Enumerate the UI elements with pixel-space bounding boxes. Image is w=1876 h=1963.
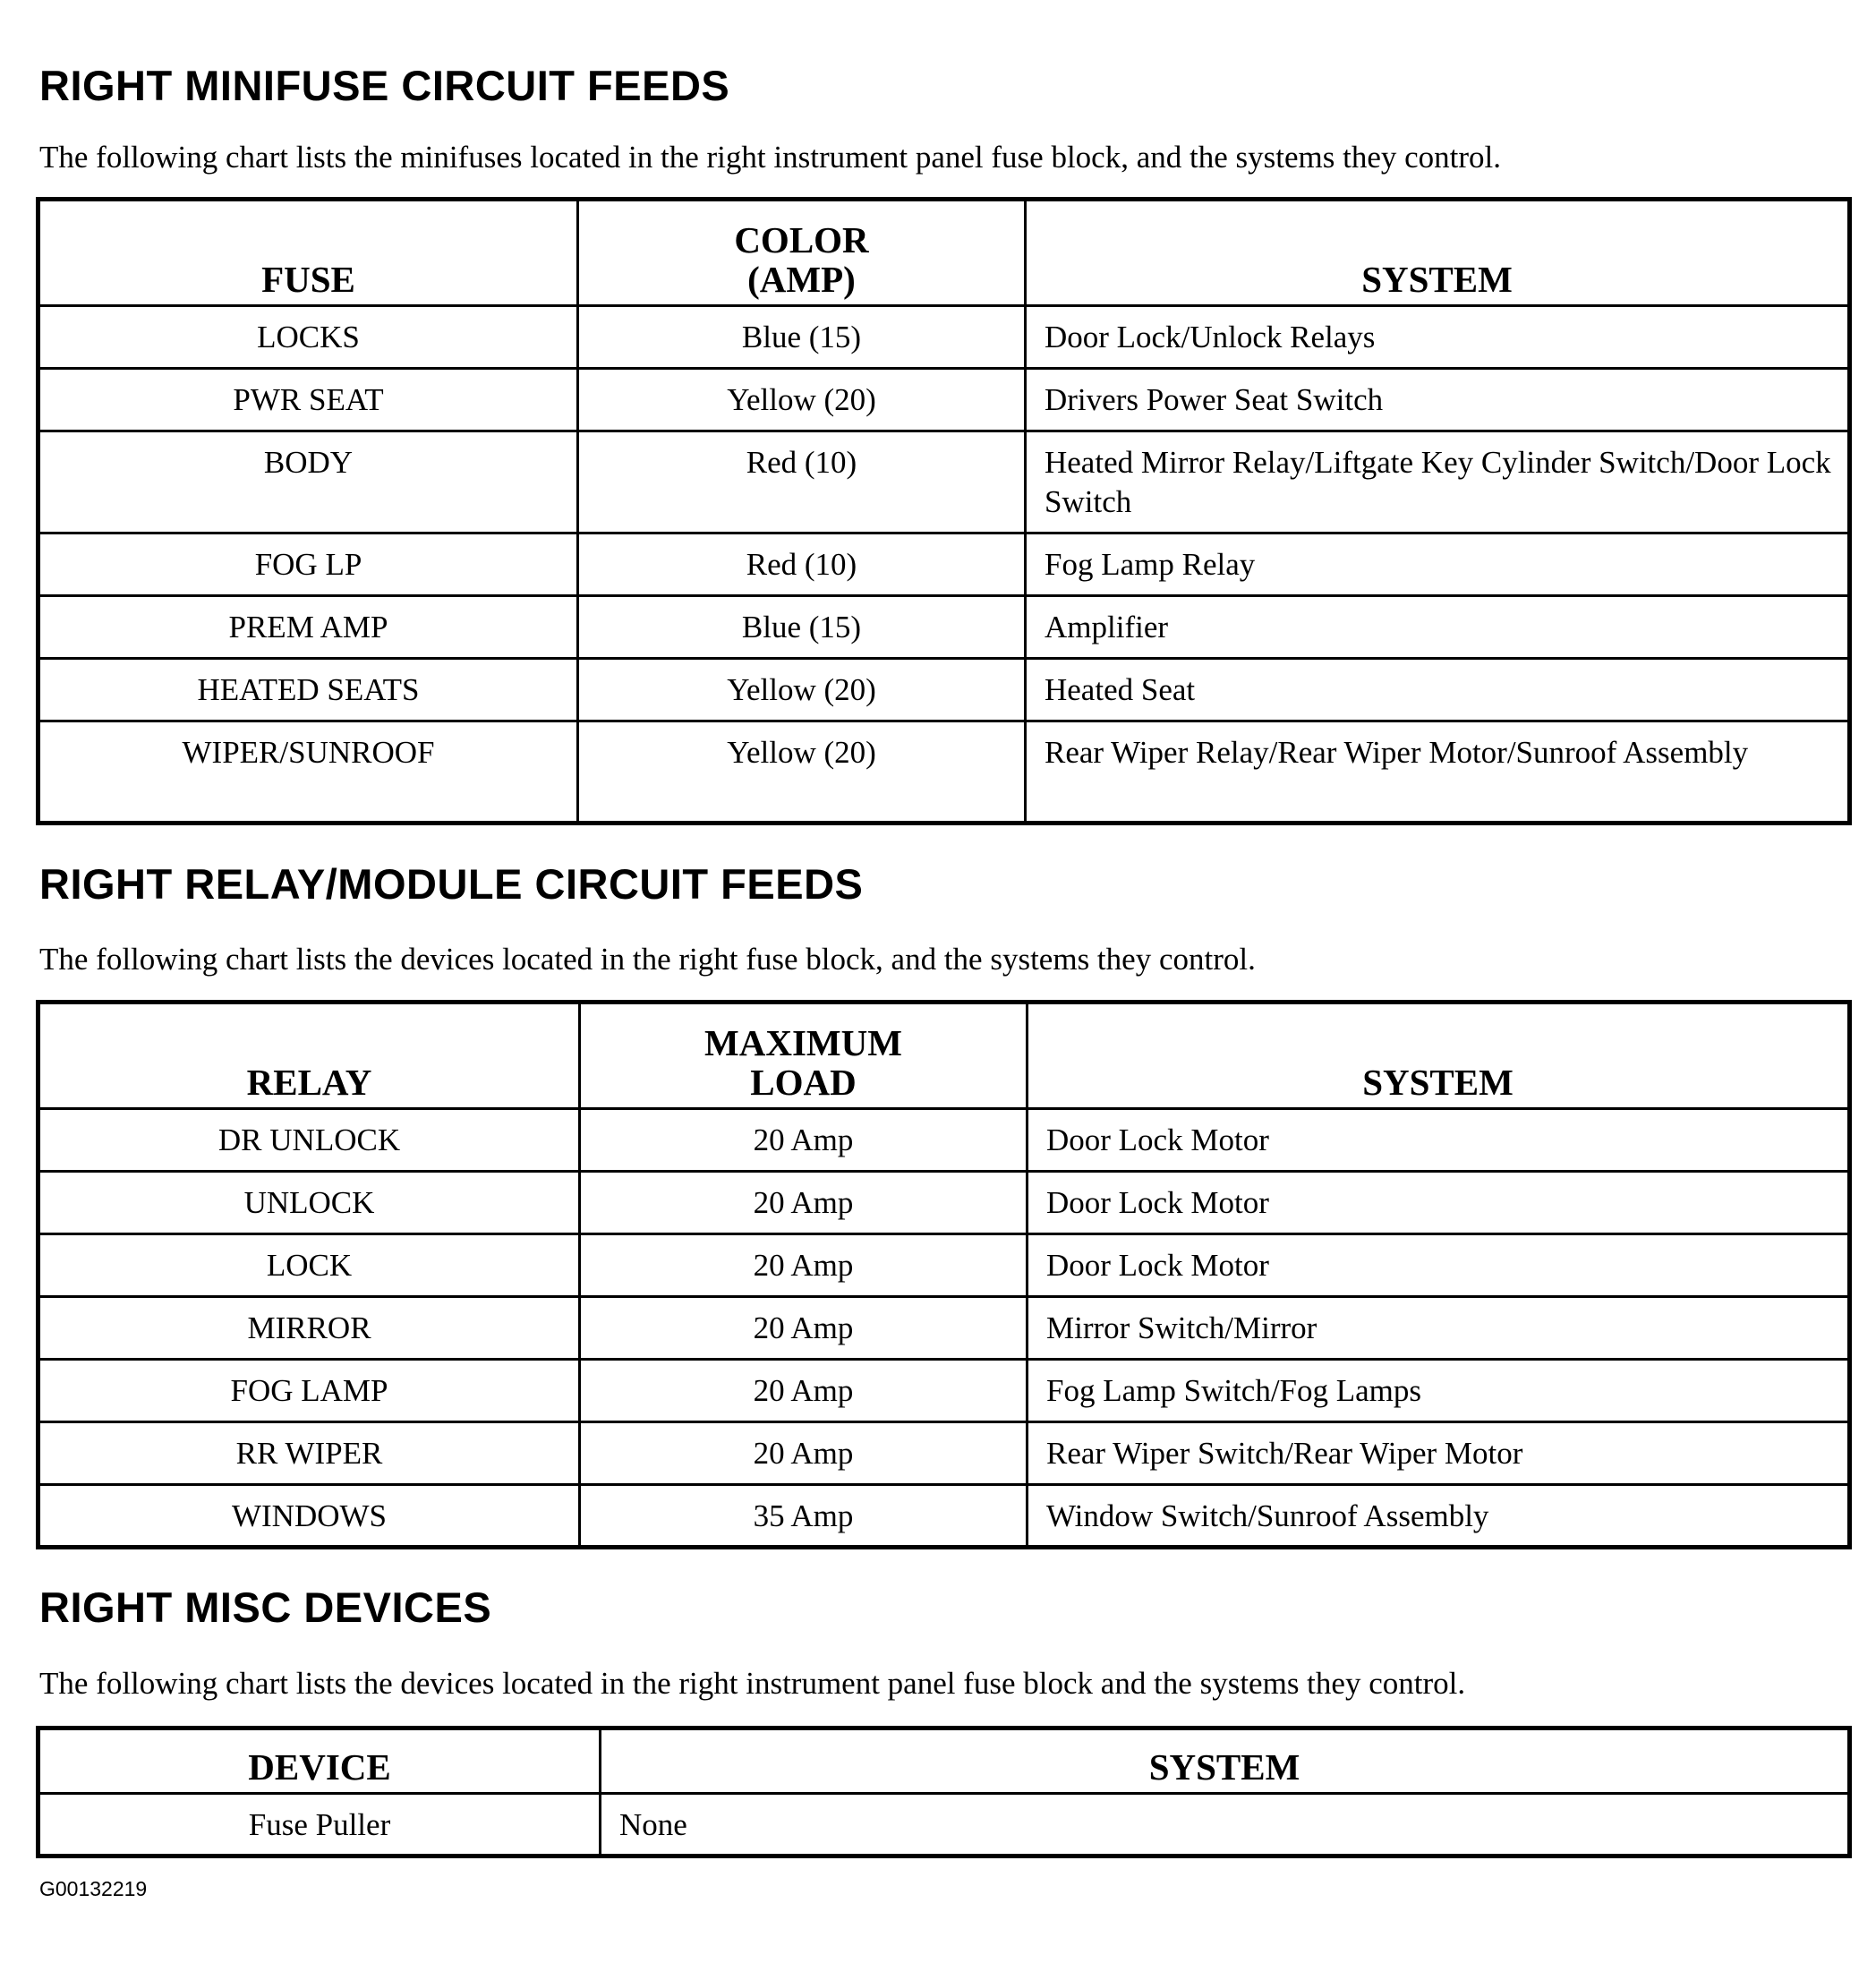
system-cell: None — [601, 1794, 1850, 1856]
relay-cell: WINDOWS — [38, 1485, 580, 1548]
system-cell: Door Lock/Unlock Relays — [1026, 306, 1850, 369]
table-row — [38, 596, 1850, 659]
relay-section-intro: The following chart lists the devices located in the right fuse block, and the systems they control. — [39, 942, 1256, 977]
table-row — [38, 1297, 1850, 1360]
table-row — [38, 1794, 1850, 1856]
fuse-cell: LOCKS — [38, 306, 578, 369]
color-amp-cell: Blue (15) — [578, 306, 1026, 369]
fuse-cell: FOG LP — [38, 533, 578, 596]
max-load-cell: 35 Amp — [580, 1485, 1028, 1548]
system-cell: Fog Lamp Switch/Fog Lamps — [1028, 1360, 1850, 1422]
relay-cell: FOG LAMP — [38, 1360, 580, 1422]
system-cell: Amplifier — [1026, 596, 1850, 659]
table-row — [38, 1172, 1850, 1234]
table-header-row — [38, 200, 1850, 306]
table-row — [38, 721, 1850, 824]
figure-id: G00132219 — [39, 1877, 148, 1900]
column-header-maximum-load: MAXIMUM LOAD — [580, 1003, 1028, 1109]
fuse-cell: WIPER/SUNROOF — [38, 721, 578, 824]
column-header-device: DEVICE — [38, 1728, 601, 1794]
relay-cell: LOCK — [38, 1234, 580, 1297]
color-amp-cell: Yellow (20) — [578, 369, 1026, 431]
max-load-cell: 20 Amp — [580, 1297, 1028, 1360]
fuse-cell: PWR SEAT — [38, 369, 578, 431]
table-row — [38, 1422, 1850, 1485]
relay-cell: DR UNLOCK — [38, 1109, 580, 1172]
column-header-system: SYSTEM — [601, 1728, 1850, 1794]
system-cell: Heated Seat — [1026, 659, 1850, 721]
column-header-relay: RELAY — [38, 1003, 580, 1109]
device-cell: Fuse Puller — [38, 1794, 601, 1856]
system-cell: Fog Lamp Relay — [1026, 533, 1850, 596]
color-amp-cell: Yellow (20) — [578, 721, 1026, 824]
column-header-color-amp: COLOR (AMP) — [578, 200, 1026, 306]
column-header-system: SYSTEM — [1026, 200, 1850, 306]
table-row — [38, 431, 1850, 533]
max-load-cell: 20 Amp — [580, 1422, 1028, 1485]
system-cell: Mirror Switch/Mirror — [1028, 1297, 1850, 1360]
max-load-cell: 20 Amp — [580, 1234, 1028, 1297]
table-row — [38, 659, 1850, 721]
column-header-system: SYSTEM — [1028, 1003, 1850, 1109]
relay-section-title: RIGHT RELAY/MODULE CIRCUIT FEEDS — [39, 860, 864, 908]
misc-section-intro: The following chart lists the devices located in the right instrument panel fuse block and the systems they control. — [39, 1666, 1466, 1701]
table-row — [38, 533, 1850, 596]
max-load-cell: 20 Amp — [580, 1109, 1028, 1172]
fuse-cell: PREM AMP — [38, 596, 578, 659]
color-amp-cell: Red (10) — [578, 431, 1026, 533]
misc-devices-table — [36, 1726, 1852, 1858]
relay-cell: UNLOCK — [38, 1172, 580, 1234]
system-cell: Drivers Power Seat Switch — [1026, 369, 1850, 431]
table-row — [38, 1109, 1850, 1172]
table-row — [38, 1234, 1850, 1297]
minifuse-section-title: RIGHT MINIFUSE CIRCUIT FEEDS — [39, 62, 730, 109]
relay-table — [36, 1000, 1852, 1549]
system-cell: Door Lock Motor — [1028, 1234, 1850, 1297]
table-row — [38, 1485, 1850, 1548]
system-cell: Door Lock Motor — [1028, 1109, 1850, 1172]
system-cell: Door Lock Motor — [1028, 1172, 1850, 1234]
relay-cell: MIRROR — [38, 1297, 580, 1360]
column-header-fuse: FUSE — [38, 200, 578, 306]
table-header-row — [38, 1003, 1850, 1109]
minifuse-table — [36, 197, 1852, 825]
table-row — [38, 306, 1850, 369]
fuse-cell: HEATED SEATS — [38, 659, 578, 721]
relay-cell: RR WIPER — [38, 1422, 580, 1485]
system-cell: Rear Wiper Switch/Rear Wiper Motor — [1028, 1422, 1850, 1485]
color-amp-cell: Red (10) — [578, 533, 1026, 596]
system-cell: Heated Mirror Relay/Liftgate Key Cylinder Switch/Door Lock Switch — [1026, 431, 1850, 533]
table-row — [38, 1360, 1850, 1422]
misc-section-title: RIGHT MISC DEVICES — [39, 1583, 492, 1631]
color-amp-cell: Blue (15) — [578, 596, 1026, 659]
fuse-cell: BODY — [38, 431, 578, 533]
max-load-cell: 20 Amp — [580, 1172, 1028, 1234]
table-header-row — [38, 1728, 1850, 1794]
minifuse-section-intro: The following chart lists the minifuses located in the right instrument panel fuse block, and the systems they control. — [39, 140, 1501, 175]
max-load-cell: 20 Amp — [580, 1360, 1028, 1422]
system-cell: Rear Wiper Relay/Rear Wiper Motor/Sunroof Assembly — [1026, 721, 1850, 824]
system-cell: Window Switch/Sunroof Assembly — [1028, 1485, 1850, 1548]
table-row — [38, 369, 1850, 431]
color-amp-cell: Yellow (20) — [578, 659, 1026, 721]
